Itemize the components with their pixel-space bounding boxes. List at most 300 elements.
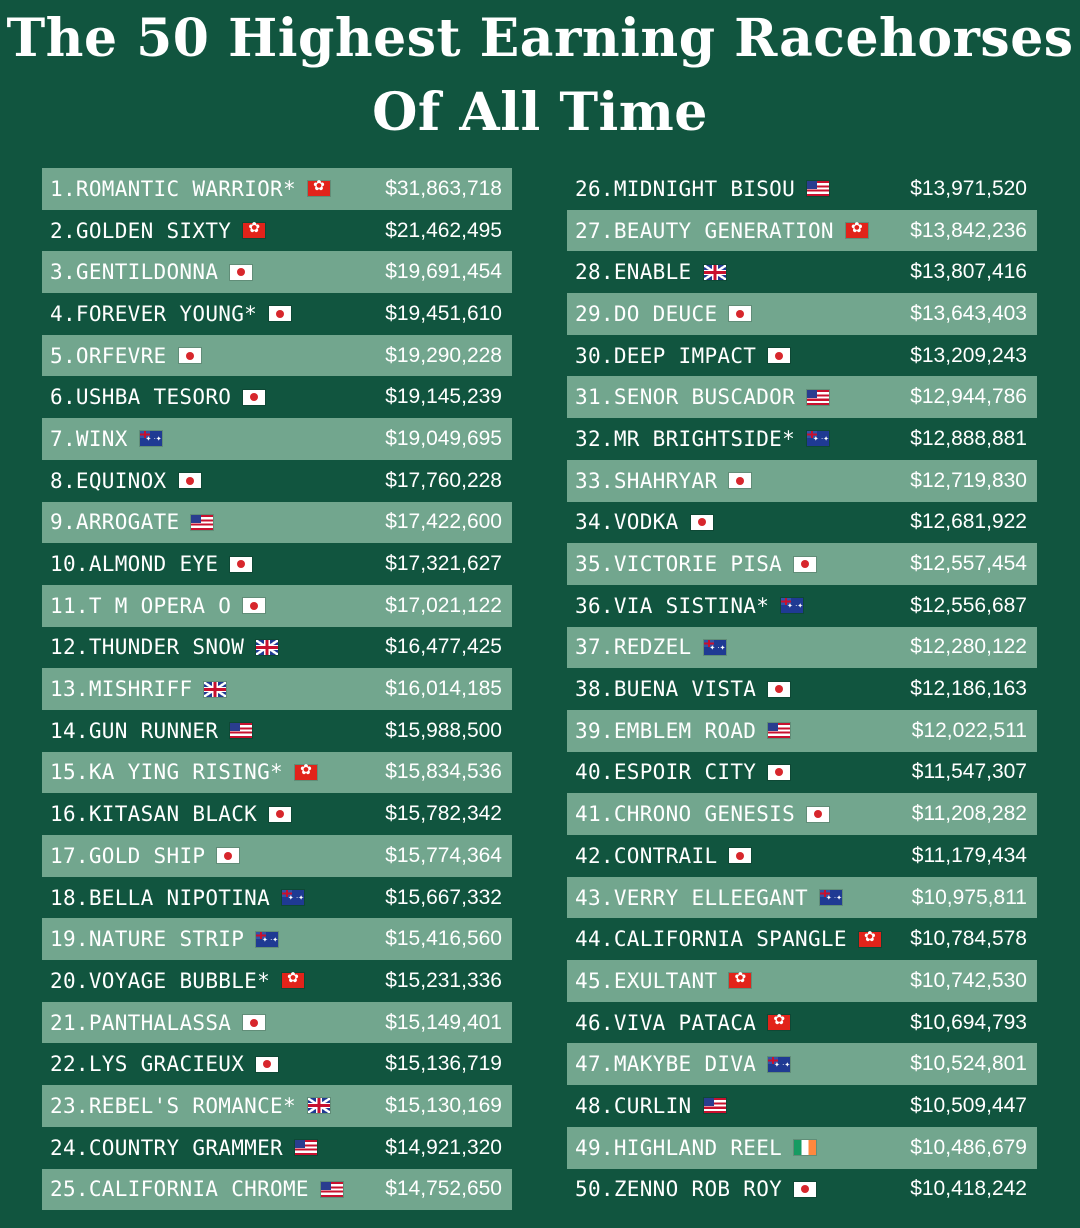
usa-flag-icon xyxy=(768,723,790,738)
ranking-row xyxy=(42,460,512,502)
horse-earnings: $13,971,520 xyxy=(910,176,1027,200)
horse-rank: 24. xyxy=(50,1135,89,1160)
ranking-row xyxy=(42,168,512,210)
ranking-row xyxy=(567,710,1037,752)
horse-rank-and-name xyxy=(42,510,179,534)
ranking-row xyxy=(42,918,512,960)
japan-flag-icon xyxy=(269,807,291,822)
usa-flag-icon xyxy=(191,515,213,530)
horse-earnings: $12,557,454 xyxy=(910,552,1027,576)
horse-name: WINX xyxy=(75,426,128,451)
horse-rank: 35. xyxy=(575,552,614,577)
ranking-row xyxy=(42,1085,512,1127)
ranking-row xyxy=(42,502,512,544)
horse-rank: 41. xyxy=(575,802,614,827)
ranking-row xyxy=(42,1002,512,1044)
australia-flag-icon xyxy=(807,431,829,446)
horse-name: BEAUTY GENERATION xyxy=(613,218,834,243)
ranking-row xyxy=(567,502,1037,544)
hong-kong-flag-icon xyxy=(729,973,751,988)
japan-flag-icon xyxy=(794,1182,816,1197)
horse-name: CALIFORNIA SPANGLE xyxy=(613,927,847,952)
hong-kong-flag-icon xyxy=(859,932,881,947)
ranking-row xyxy=(42,251,512,293)
horse-name: ZENNO ROB ROY xyxy=(613,1177,783,1202)
horse-rank: 4. xyxy=(50,301,76,326)
hong-kong-flag-icon xyxy=(243,223,265,238)
usa-flag-icon xyxy=(807,390,829,405)
horse-name: KITASAN BLACK xyxy=(88,802,258,827)
horse-rank: 33. xyxy=(575,468,614,493)
horse-name: CHRONO GENESIS xyxy=(613,802,796,827)
ranking-row xyxy=(567,877,1037,919)
horse-earnings: $16,477,425 xyxy=(385,635,502,659)
horse-rank-and-name xyxy=(567,1094,692,1118)
japan-flag-icon xyxy=(794,557,816,572)
horse-rank-and-name xyxy=(567,927,847,951)
horse-rank: 5. xyxy=(50,343,76,368)
horse-earnings: $12,556,687 xyxy=(910,593,1027,617)
horse-rank: 30. xyxy=(575,343,614,368)
uk-flag-icon xyxy=(704,265,726,280)
horse-rank: 48. xyxy=(575,1093,614,1118)
horse-name: EMBLEM ROAD xyxy=(613,718,757,743)
horse-rank-and-name xyxy=(42,344,167,368)
horse-rank-and-name xyxy=(567,844,717,868)
ranking-row xyxy=(42,752,512,794)
uk-flag-icon xyxy=(204,682,226,697)
horse-rank: 3. xyxy=(50,260,76,285)
horse-rank-and-name xyxy=(567,177,795,201)
horse-name: MISHRIFF xyxy=(88,677,193,702)
hong-kong-flag-icon xyxy=(308,181,330,196)
horse-rank-and-name xyxy=(567,635,692,659)
ranking-row xyxy=(567,1085,1037,1127)
horse-rank-and-name xyxy=(567,302,717,326)
horse-rank: 47. xyxy=(575,1052,614,1077)
usa-flag-icon xyxy=(321,1182,343,1197)
australia-flag-icon xyxy=(282,890,304,905)
horse-rank: 11. xyxy=(50,593,89,618)
horse-name: DO DEUCE xyxy=(613,301,718,326)
horse-rank: 16. xyxy=(50,802,89,827)
horse-earnings: $12,186,163 xyxy=(910,677,1027,701)
horse-rank-and-name xyxy=(567,760,756,784)
japan-flag-icon xyxy=(179,473,201,488)
ranking-row xyxy=(42,1043,512,1085)
horse-earnings: $15,988,500 xyxy=(385,718,502,742)
ranking-row xyxy=(567,668,1037,710)
ranking-row xyxy=(42,210,512,252)
ranking-row xyxy=(42,293,512,335)
horse-earnings: $12,944,786 xyxy=(910,385,1027,409)
horse-rank: 32. xyxy=(575,426,614,451)
horse-earnings: $10,524,801 xyxy=(910,1052,1027,1076)
ranking-row xyxy=(567,460,1037,502)
horse-rank-and-name xyxy=(42,1094,296,1118)
horse-name: HIGHLAND REEL xyxy=(613,1135,783,1160)
horse-name: GOLD SHIP xyxy=(88,843,206,868)
ranking-row xyxy=(567,293,1037,335)
horse-rank: 26. xyxy=(575,176,614,201)
horse-rank: 23. xyxy=(50,1093,89,1118)
horse-rank: 31. xyxy=(575,385,614,410)
horse-rank: 45. xyxy=(575,968,614,993)
horse-earnings: $13,807,416 xyxy=(910,260,1027,284)
japan-flag-icon xyxy=(230,265,252,280)
horse-earnings: $21,462,495 xyxy=(385,218,502,242)
ranking-row xyxy=(42,585,512,627)
ranking-column-right xyxy=(567,168,1037,1210)
horse-rank: 18. xyxy=(50,885,89,910)
horse-rank: 39. xyxy=(575,718,614,743)
japan-flag-icon xyxy=(243,390,265,405)
horse-name: GENTILDONNA xyxy=(75,260,219,285)
japan-flag-icon xyxy=(217,848,239,863)
horse-rank: 27. xyxy=(575,218,614,243)
horse-rank-and-name xyxy=(42,1136,283,1160)
horse-name: GOLDEN SIXTY xyxy=(75,218,232,243)
japan-flag-icon xyxy=(230,557,252,572)
page-title-line-1: The 50 Highest Earning Racehorses xyxy=(6,8,1074,69)
horse-rank-and-name xyxy=(567,677,756,701)
japan-flag-icon xyxy=(729,473,751,488)
horse-earnings: $15,834,536 xyxy=(385,760,502,784)
horse-rank: 42. xyxy=(575,843,614,868)
horse-name: USHBA TESORO xyxy=(75,385,232,410)
horse-name: VERRY ELLEEGANT xyxy=(613,885,808,910)
horse-earnings: $17,760,228 xyxy=(385,468,502,492)
horse-rank: 13. xyxy=(50,677,89,702)
horse-rank-and-name xyxy=(567,469,717,493)
horse-rank: 49. xyxy=(575,1135,614,1160)
australia-flag-icon xyxy=(256,932,278,947)
horse-earnings: $14,921,320 xyxy=(385,1135,502,1159)
uk-flag-icon xyxy=(256,640,278,655)
horse-rank-and-name xyxy=(42,302,257,326)
horse-rank-and-name xyxy=(567,260,692,284)
horse-name: GUN RUNNER xyxy=(88,718,219,743)
horse-earnings: $10,975,811 xyxy=(911,885,1027,909)
horse-earnings: $13,643,403 xyxy=(910,301,1027,325)
horse-rank-and-name xyxy=(42,1052,244,1076)
horse-rank: 50. xyxy=(575,1177,614,1202)
horse-earnings: $15,231,336 xyxy=(385,968,502,992)
horse-name: VIA SISTINA* xyxy=(613,593,770,618)
horse-name: BELLA NIPOTINA xyxy=(88,885,271,910)
japan-flag-icon xyxy=(243,598,265,613)
horse-earnings: $15,149,401 xyxy=(385,1010,502,1034)
ranking-row xyxy=(567,627,1037,669)
ranking-row xyxy=(42,418,512,460)
horse-rank-and-name xyxy=(42,969,270,993)
horse-name: SHAHRYAR xyxy=(613,468,718,493)
ranking-row xyxy=(567,793,1037,835)
horse-earnings: $19,145,239 xyxy=(385,385,502,409)
horse-name: EQUINOX xyxy=(75,468,167,493)
horse-rank: 43. xyxy=(575,885,614,910)
usa-flag-icon xyxy=(704,1098,726,1113)
horse-rank-and-name xyxy=(567,802,795,826)
horse-rank: 9. xyxy=(50,510,76,535)
uk-flag-icon xyxy=(308,1098,330,1113)
horse-rank: 22. xyxy=(50,1052,89,1077)
hong-kong-flag-icon xyxy=(768,1015,790,1030)
horse-earnings: $14,752,650 xyxy=(385,1177,502,1201)
horse-earnings: $13,842,236 xyxy=(910,218,1027,242)
horse-rank: 36. xyxy=(575,593,614,618)
horse-earnings: $12,888,881 xyxy=(910,426,1027,450)
ranking-row xyxy=(567,835,1037,877)
horse-rank: 17. xyxy=(50,843,89,868)
ranking-row xyxy=(42,376,512,418)
horse-name: ROMANTIC WARRIOR* xyxy=(75,176,296,201)
ranking-row xyxy=(567,210,1037,252)
horse-earnings: $12,681,922 xyxy=(910,510,1027,534)
usa-flag-icon xyxy=(230,723,252,738)
horse-rank: 37. xyxy=(575,635,614,660)
ranking-row xyxy=(42,1127,512,1169)
horse-rank: 6. xyxy=(50,385,76,410)
horse-earnings: $12,280,122 xyxy=(910,635,1027,659)
horse-earnings: $11,179,434 xyxy=(911,843,1027,867)
horse-earnings: $10,509,447 xyxy=(910,1093,1027,1117)
horse-rank: 34. xyxy=(575,510,614,535)
horse-rank-and-name xyxy=(42,844,205,868)
ranking-row xyxy=(567,918,1037,960)
horse-earnings: $19,049,695 xyxy=(385,426,502,450)
horse-earnings: $15,774,364 xyxy=(385,843,502,867)
horse-earnings: $10,784,578 xyxy=(910,927,1027,951)
horse-earnings: $11,208,282 xyxy=(911,802,1027,826)
horse-rank: 7. xyxy=(50,426,76,451)
horse-name: COUNTRY GRAMMER xyxy=(88,1135,283,1160)
horse-name: KA YING RISING* xyxy=(88,760,283,785)
hong-kong-flag-icon xyxy=(295,765,317,780)
horse-rank: 21. xyxy=(50,1010,89,1035)
ranking-row xyxy=(567,1169,1037,1211)
horse-rank-and-name xyxy=(42,177,296,201)
horse-name: NATURE STRIP xyxy=(88,927,245,952)
ranking-row xyxy=(567,1127,1037,1169)
japan-flag-icon xyxy=(256,1057,278,1072)
horse-rank-and-name xyxy=(567,552,782,576)
horse-rank: 38. xyxy=(575,677,614,702)
horse-earnings: $19,451,610 xyxy=(385,301,502,325)
horse-rank-and-name xyxy=(567,886,808,910)
horse-rank-and-name xyxy=(42,219,231,243)
horse-rank-and-name xyxy=(567,719,756,743)
horse-rank-and-name xyxy=(42,260,218,284)
japan-flag-icon xyxy=(691,515,713,530)
horse-rank-and-name xyxy=(42,719,218,743)
horse-rank-and-name xyxy=(42,886,270,910)
horse-earnings: $19,290,228 xyxy=(385,343,502,367)
horse-rank: 10. xyxy=(50,552,89,577)
horse-name: CURLIN xyxy=(613,1093,692,1118)
ranking-row xyxy=(42,1169,512,1211)
horse-rank: 40. xyxy=(575,760,614,785)
japan-flag-icon xyxy=(269,306,291,321)
ranking-row xyxy=(42,543,512,585)
horse-name: ALMOND EYE xyxy=(88,552,219,577)
horse-name: ORFEVRE xyxy=(75,343,167,368)
ranking-row xyxy=(42,335,512,377)
horse-name: EXULTANT xyxy=(613,968,718,993)
horse-name: THUNDER SNOW xyxy=(88,635,245,660)
horse-rank: 19. xyxy=(50,927,89,952)
horse-name: CALIFORNIA CHROME xyxy=(88,1177,309,1202)
japan-flag-icon xyxy=(768,682,790,697)
horse-rank-and-name xyxy=(567,219,834,243)
japan-flag-icon xyxy=(179,348,201,363)
usa-flag-icon xyxy=(295,1140,317,1155)
horse-earnings: $17,422,600 xyxy=(385,510,502,534)
horse-name: ENABLE xyxy=(613,260,692,285)
horse-name: MAKYBE DIVA xyxy=(613,1052,757,1077)
horse-name: VIVA PATACA xyxy=(613,1010,757,1035)
horse-name: BUENA VISTA xyxy=(613,677,757,702)
horse-rank: 28. xyxy=(575,260,614,285)
australia-flag-icon xyxy=(768,1057,790,1072)
horse-name: ARROGATE xyxy=(75,510,180,535)
horse-rank-and-name xyxy=(42,1177,309,1201)
horse-name: VICTORIE PISA xyxy=(613,552,783,577)
usa-flag-icon xyxy=(807,181,829,196)
ireland-flag-icon xyxy=(794,1140,816,1155)
horse-rank: 1. xyxy=(50,176,76,201)
hong-kong-flag-icon xyxy=(282,973,304,988)
page-title-line-2: Of All Time xyxy=(372,82,708,143)
horse-rank: 12. xyxy=(50,635,89,660)
japan-flag-icon xyxy=(768,765,790,780)
ranking-row xyxy=(567,960,1037,1002)
ranking-row xyxy=(42,877,512,919)
japan-flag-icon xyxy=(729,306,751,321)
horse-earnings: $10,694,793 xyxy=(910,1010,1027,1034)
ranking-row xyxy=(42,793,512,835)
horse-rank-and-name xyxy=(567,427,795,451)
ranking-row xyxy=(42,710,512,752)
horse-rank: 2. xyxy=(50,218,76,243)
horse-earnings: $17,021,122 xyxy=(385,593,502,617)
horse-name: SENOR BUSCADOR xyxy=(613,385,796,410)
horse-name: MIDNIGHT BISOU xyxy=(613,176,796,201)
ranking-row xyxy=(567,335,1037,377)
horse-earnings: $16,014,185 xyxy=(385,677,502,701)
horse-earnings: $10,742,530 xyxy=(910,968,1027,992)
japan-flag-icon xyxy=(807,807,829,822)
horse-name: REDZEL xyxy=(613,635,692,660)
horse-rank-and-name xyxy=(42,552,218,576)
horse-rank: 20. xyxy=(50,968,89,993)
ranking-row xyxy=(567,1043,1037,1085)
horse-rank-and-name xyxy=(567,1177,782,1201)
horse-name: DEEP IMPACT xyxy=(613,343,757,368)
horse-name: VODKA xyxy=(613,510,679,535)
horse-rank-and-name xyxy=(42,677,192,701)
horse-rank-and-name xyxy=(42,1011,231,1035)
japan-flag-icon xyxy=(768,348,790,363)
hong-kong-flag-icon xyxy=(846,223,868,238)
ranking-row xyxy=(567,376,1037,418)
australia-flag-icon xyxy=(781,598,803,613)
horse-rank-and-name xyxy=(42,427,128,451)
horse-rank-and-name xyxy=(42,635,244,659)
horse-name: FOREVER YOUNG* xyxy=(75,301,258,326)
australia-flag-icon xyxy=(704,640,726,655)
ranking-row xyxy=(42,960,512,1002)
ranking-column-left xyxy=(42,168,512,1210)
horse-name: ESPOIR CITY xyxy=(613,760,757,785)
horse-rank: 25. xyxy=(50,1177,89,1202)
horse-earnings: $31,863,718 xyxy=(385,176,502,200)
horse-earnings: $15,667,332 xyxy=(385,885,502,909)
horse-rank: 8. xyxy=(50,468,76,493)
horse-rank: 14. xyxy=(50,718,89,743)
japan-flag-icon xyxy=(243,1015,265,1030)
horse-rank: 29. xyxy=(575,301,614,326)
ranking-row xyxy=(567,585,1037,627)
horse-earnings: $10,486,679 xyxy=(910,1135,1027,1159)
horse-rank: 44. xyxy=(575,927,614,952)
horse-rank-and-name xyxy=(42,469,167,493)
horse-name: T M OPERA O xyxy=(88,593,232,618)
horse-rank-and-name xyxy=(567,510,679,534)
horse-rank-and-name xyxy=(567,1052,756,1076)
horse-rank-and-name xyxy=(567,1136,782,1160)
horse-name: MR BRIGHTSIDE* xyxy=(613,426,796,451)
ranking-row xyxy=(42,627,512,669)
horse-earnings: $12,022,511 xyxy=(911,718,1027,742)
horse-rank-and-name xyxy=(42,802,257,826)
horse-name: LYS GRACIEUX xyxy=(88,1052,245,1077)
horse-rank-and-name xyxy=(42,927,244,951)
horse-rank-and-name xyxy=(567,594,769,618)
horse-earnings: $12,719,830 xyxy=(910,468,1027,492)
ranking-row xyxy=(567,752,1037,794)
ranking-row xyxy=(42,835,512,877)
horse-earnings: $11,547,307 xyxy=(911,760,1027,784)
australia-flag-icon xyxy=(820,890,842,905)
horse-rank: 15. xyxy=(50,760,89,785)
horse-earnings: $15,130,169 xyxy=(385,1093,502,1117)
ranking-row xyxy=(567,251,1037,293)
australia-flag-icon xyxy=(140,431,162,446)
horse-name: PANTHALASSA xyxy=(88,1010,232,1035)
horse-earnings: $15,136,719 xyxy=(385,1052,502,1076)
horse-rank-and-name xyxy=(42,594,231,618)
horse-rank: 46. xyxy=(575,1010,614,1035)
horse-rank-and-name xyxy=(42,385,231,409)
ranking-row xyxy=(567,543,1037,585)
ranking-row xyxy=(567,418,1037,460)
ranking-row xyxy=(567,1002,1037,1044)
horse-earnings: $13,209,243 xyxy=(910,343,1027,367)
horse-rank-and-name xyxy=(567,385,795,409)
japan-flag-icon xyxy=(729,848,751,863)
horse-earnings: $19,691,454 xyxy=(385,260,502,284)
horse-name: REBEL'S ROMANCE* xyxy=(88,1093,296,1118)
horse-rank-and-name xyxy=(567,344,756,368)
horse-earnings: $15,782,342 xyxy=(385,802,502,826)
horse-rank-and-name xyxy=(567,1011,756,1035)
horse-rank-and-name xyxy=(567,969,717,993)
horse-earnings: $10,418,242 xyxy=(910,1177,1027,1201)
horse-name: CONTRAIL xyxy=(613,843,718,868)
ranking-row xyxy=(42,668,512,710)
ranking-row xyxy=(567,168,1037,210)
